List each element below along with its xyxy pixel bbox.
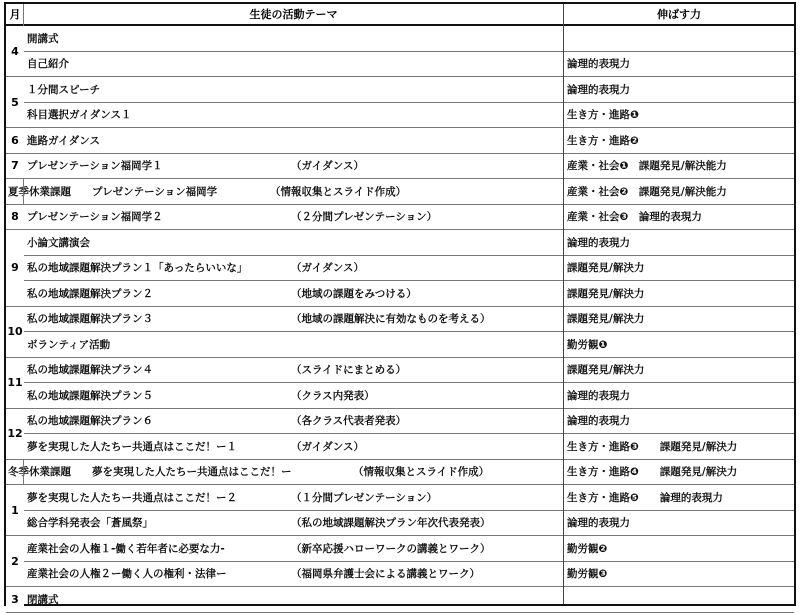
- month-label: 12: [6, 409, 24, 460]
- skill-target: 生き方・進路❶: [567, 109, 639, 122]
- table-row: [6, 485, 794, 511]
- skill-target: 論理的表現力: [567, 83, 630, 96]
- skill-target: 課題発見/解決力: [567, 313, 645, 326]
- activity-detail: （１分間プレゼンテーション）: [291, 491, 438, 504]
- table-row: [6, 205, 794, 231]
- table-row: [6, 536, 794, 562]
- table-row: [6, 154, 794, 180]
- table-row: [6, 281, 794, 307]
- activity-schedule-table: [4, 2, 796, 606]
- table-row: [6, 562, 794, 588]
- skill-target: 勤労観❸: [567, 568, 608, 581]
- table-row: [6, 179, 794, 205]
- month-label: 8: [6, 205, 24, 231]
- table-row: [6, 103, 794, 129]
- activity-theme: 私の地域課題解決プラン５ （クラス内発表）: [27, 389, 375, 402]
- activity-theme: 小論文講演会: [27, 236, 90, 249]
- activity-theme: 進路ガイダンス: [27, 134, 100, 147]
- month-label: 11: [6, 358, 24, 409]
- skill-target: 産業・社会❷ 課題発見/解決能力: [567, 185, 727, 198]
- skill-target: 課題発見/解決力: [567, 262, 645, 275]
- activity-detail: （各クラス代表者発表）: [291, 415, 407, 428]
- activity-theme: プレゼンテーション福岡学１ （ガイダンス）: [27, 160, 364, 173]
- activity-detail: （情報収集とスライド作成）: [270, 185, 407, 198]
- activity-theme: 私の地域課題解決プラン４ （スライドにまとめる）: [27, 364, 407, 377]
- month-label: 9: [6, 230, 24, 307]
- skill-target: 生き方・進路❸ 課題発見/解決力: [567, 440, 738, 453]
- month-label: 5: [6, 77, 24, 128]
- table-row: [6, 460, 794, 486]
- activity-detail: （ガイダンス）: [291, 440, 364, 453]
- table-row: [6, 128, 794, 154]
- skill-target: 論理的表現力: [567, 389, 630, 402]
- table-row: [6, 230, 794, 256]
- skill-target: 勤労観❶: [567, 338, 608, 351]
- column-divider: [563, 4, 564, 604]
- activity-detail: （私の地域課題解決プラン年次代表発表）: [291, 517, 491, 530]
- activity-theme: 夢を実現した人たちー共通点はここだ！ー２ （１分間プレゼンテーション）: [27, 491, 438, 504]
- table-header: [6, 4, 794, 26]
- activity-theme: 夏季休業課題 プレゼンテーション福岡学 （情報収集とスライド作成）: [8, 185, 407, 198]
- table-row: [6, 409, 794, 435]
- month-label: 4: [6, 26, 24, 77]
- activity-theme: 総合学科発表会「蒼風祭」 （私の地域課題解決プラン年次代表発表）: [27, 517, 491, 530]
- table-row: [6, 77, 794, 103]
- header-skill: 伸ばす力: [657, 8, 701, 21]
- activity-detail: （新卒応援ハローワークの講義とワーク）: [291, 542, 491, 555]
- activity-theme: 夢を実現した人たちー共通点はここだ！ー１ （ガイダンス）: [27, 440, 364, 453]
- activity-theme: 閉講式: [27, 593, 59, 606]
- activity-theme: プレゼンテーション福岡学２ （２分間プレゼンテーション）: [27, 211, 438, 224]
- table-row: [6, 256, 794, 282]
- activity-detail: （クラス内発表）: [291, 389, 375, 402]
- skill-target: 論理的表現力: [567, 517, 630, 530]
- skill-target: 産業・社会❸ 論理的表現力: [567, 211, 702, 224]
- activity-theme: 私の地域課題解決プラン２ （地域の課題をみつける）: [27, 287, 417, 300]
- skill-target: 課題発見/解決力: [567, 364, 645, 377]
- activity-theme: 冬季休業課題 夢を実現した人たちー共通点はここだ！ー （情報収集とスライド作成）: [8, 466, 490, 479]
- skill-target: 生き方・進路❺ 論理的表現力: [567, 491, 723, 504]
- activity-theme: 私の地域課題解決プラン６ （各クラス代表者発表）: [27, 415, 407, 428]
- skill-target: 産業・社会❶ 課題発見/解決能力: [567, 160, 727, 173]
- table-row: [6, 383, 794, 409]
- skill-target: 論理的表現力: [567, 236, 630, 249]
- month-label: 2: [6, 536, 24, 587]
- activity-detail: （スライドにまとめる）: [291, 364, 407, 377]
- table-row: [6, 307, 794, 333]
- table-row: [6, 434, 794, 460]
- skill-target: 課題発見/解決力: [567, 287, 645, 300]
- header-month: 月: [9, 8, 21, 21]
- activity-theme: 産業社会の人権１-働く若年者に必要な力- （新卒応援ハローワークの講義とワーク）: [27, 542, 491, 555]
- activity-detail: （地域の課題解決に有効なものを考える）: [291, 313, 491, 326]
- activity-theme: 私の地域課題解決プラン１「あったらいいな」 （ガイダンス）: [27, 262, 364, 275]
- month-label: 6: [6, 128, 24, 154]
- month-label: 1: [6, 485, 24, 536]
- skill-target: 生き方・進路❹ 課題発見/解決力: [567, 466, 738, 479]
- activity-theme: 自己紹介: [27, 58, 69, 71]
- activity-theme: 私の地域課題解決プラン３ （地域の課題解決に有効なものを考える）: [27, 313, 491, 326]
- month-label: 3: [6, 587, 24, 613]
- activity-detail: （福岡県弁護士会による講義とワーク）: [291, 568, 480, 581]
- table-row: [6, 52, 794, 78]
- skill-target: 論理的表現力: [567, 58, 630, 71]
- activity-detail: （ガイダンス）: [291, 262, 364, 275]
- skill-target: 勤労観❷: [567, 542, 608, 555]
- header-theme: 生徒の活動テーマ: [249, 8, 338, 21]
- activity-detail: （ガイダンス）: [291, 160, 364, 173]
- month-label: 7: [6, 154, 24, 180]
- table-row: [6, 26, 794, 52]
- month-label: 10: [6, 307, 24, 358]
- activity-theme: １分間スピーチ: [27, 83, 101, 96]
- activity-detail: （地域の課題をみつける）: [291, 287, 417, 300]
- activity-detail: （情報収集とスライド作成）: [353, 466, 490, 479]
- table-row: [6, 511, 794, 537]
- activity-detail: （２分間プレゼンテーション）: [291, 211, 438, 224]
- skill-target: 生き方・進路❷: [567, 134, 639, 147]
- table-row: [6, 332, 794, 358]
- table-row: [6, 358, 794, 384]
- activity-theme: 開講式: [27, 32, 59, 45]
- skill-target: 論理的表現力: [567, 415, 630, 428]
- activity-theme: ボランティア活動: [27, 338, 111, 351]
- activity-theme: 科目選択ガイダンス１: [27, 109, 132, 122]
- activity-theme: 産業社会の人権２ー働く人の権利・法律ー （福岡県弁護士会による講義とワーク）: [27, 568, 480, 581]
